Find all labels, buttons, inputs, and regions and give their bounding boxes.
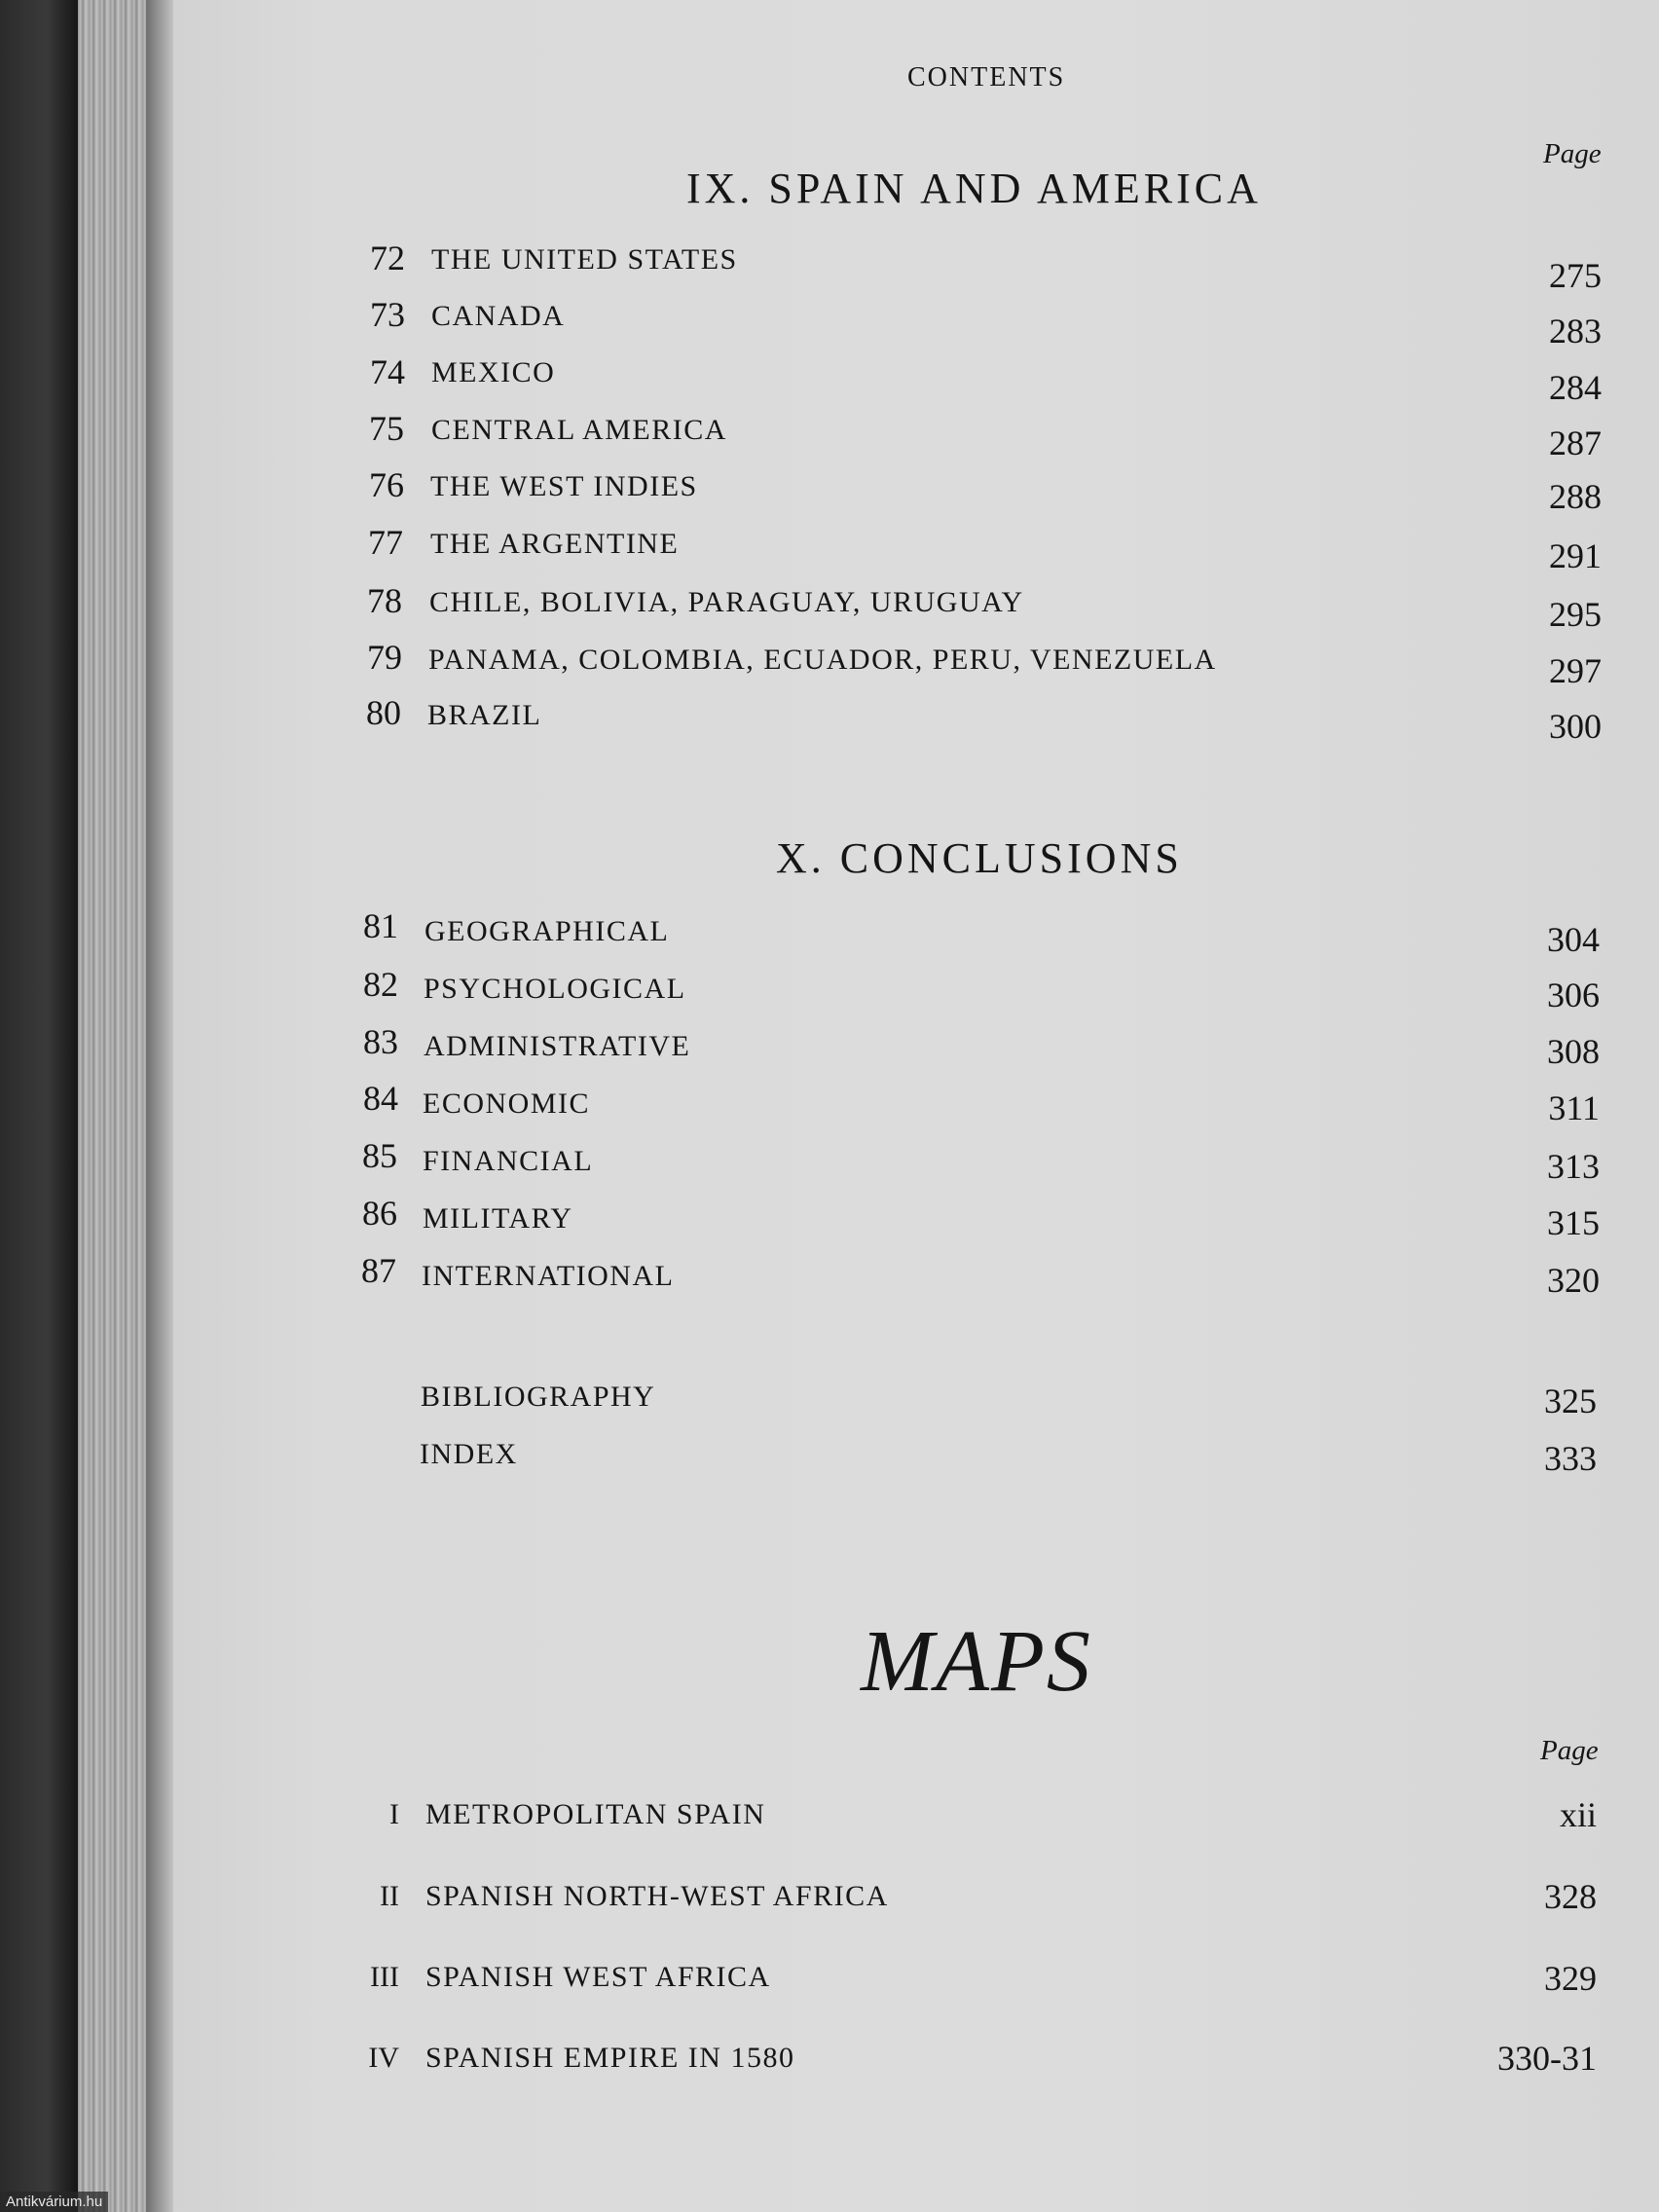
- map-number: II: [380, 1880, 399, 1912]
- entry-title: THE WEST INDIES: [430, 470, 698, 502]
- entry-number: 76: [369, 465, 404, 504]
- entry-number: 78: [367, 581, 402, 620]
- entry-number: 74: [370, 352, 405, 391]
- entry-title: INDEX: [420, 1438, 518, 1470]
- entry-number: 79: [367, 638, 402, 677]
- entry-page: 313: [1547, 1147, 1600, 1186]
- entry-title: BRAZIL: [427, 699, 542, 731]
- entry-title: CANADA: [431, 300, 566, 332]
- map-title: SPANISH WEST AFRICA: [425, 1961, 771, 1993]
- entry-page: 288: [1549, 477, 1602, 516]
- section-x-title: X. CONCLUSIONS: [776, 834, 1183, 882]
- entry-title: ADMINISTRATIVE: [424, 1030, 691, 1062]
- map-title: METROPOLITAN SPAIN: [425, 1798, 766, 1830]
- map-page: 330-31: [1497, 2039, 1597, 2078]
- map-number: IV: [368, 2042, 399, 2074]
- entry-number: 80: [366, 693, 401, 732]
- entry-number: 85: [362, 1136, 397, 1175]
- entry-number: 77: [368, 523, 403, 562]
- entry-number: 75: [369, 409, 404, 448]
- watermark: Antikvárium.hu: [0, 2192, 108, 2212]
- entry-title: PANAMA, COLOMBIA, ECUADOR, PERU, VENEZUELA: [428, 644, 1217, 676]
- entry-title: CENTRAL AMERICA: [431, 414, 727, 446]
- entry-page: 291: [1549, 536, 1602, 575]
- book-spine: [0, 0, 78, 2212]
- entry-page: 308: [1547, 1032, 1600, 1071]
- entry-number: 82: [363, 965, 398, 1004]
- entry-page: 283: [1549, 312, 1602, 350]
- entry-page: 325: [1544, 1382, 1597, 1420]
- entry-number: 73: [370, 295, 405, 334]
- entry-number: 86: [362, 1194, 397, 1233]
- entry-page: 320: [1547, 1261, 1600, 1300]
- section-ix-title: IX. SPAIN AND AMERICA: [686, 165, 1262, 212]
- entry-title: MEXICO: [431, 356, 556, 388]
- map-page: xii: [1559, 1795, 1597, 1834]
- entry-title: PSYCHOLOGICAL: [424, 973, 686, 1005]
- entry-page: 295: [1549, 595, 1602, 634]
- maps-title: MAPS: [861, 1613, 1092, 1710]
- entry-page: 275: [1549, 256, 1602, 295]
- entry-number: 72: [370, 239, 405, 277]
- entry-title: BIBLIOGRAPHY: [421, 1381, 656, 1413]
- entry-page: 300: [1549, 707, 1602, 746]
- contents-heading: CONTENTS: [907, 62, 1066, 92]
- entry-page: 297: [1549, 651, 1602, 690]
- entry-page: 306: [1547, 976, 1600, 1014]
- entry-number: 81: [363, 906, 398, 945]
- entry-title: GEOGRAPHICAL: [424, 915, 670, 947]
- entry-number: 83: [363, 1022, 398, 1061]
- map-number: I: [389, 1798, 399, 1830]
- map-title: SPANISH NORTH-WEST AFRICA: [425, 1880, 889, 1912]
- entry-title: FINANCIAL: [423, 1145, 594, 1177]
- entry-title: INTERNATIONAL: [422, 1260, 675, 1292]
- map-page: 329: [1544, 1959, 1597, 1998]
- map-number: III: [370, 1961, 399, 1993]
- entry-page: 287: [1549, 424, 1602, 462]
- entry-title: ECONOMIC: [423, 1088, 591, 1120]
- map-title: SPANISH EMPIRE IN 1580: [425, 2042, 795, 2074]
- page-column-label: Page: [1543, 138, 1602, 169]
- map-page: 328: [1544, 1877, 1597, 1916]
- entry-number: 87: [361, 1251, 396, 1290]
- entry-title: CHILE, BOLIVIA, PARAGUAY, URUGUAY: [429, 586, 1024, 618]
- entry-title: THE ARGENTINE: [430, 528, 680, 560]
- gutter-shadow: [146, 0, 175, 2212]
- entry-page: 284: [1549, 368, 1602, 407]
- page-column-label: Page: [1540, 1735, 1599, 1766]
- entry-page: 333: [1544, 1439, 1597, 1478]
- entry-page: 304: [1547, 920, 1600, 959]
- entry-title: THE UNITED STATES: [431, 243, 738, 276]
- entry-number: 84: [363, 1079, 398, 1118]
- entry-page: 311: [1548, 1088, 1600, 1127]
- entry-page: 315: [1547, 1203, 1600, 1242]
- entry-title: MILITARY: [423, 1202, 573, 1235]
